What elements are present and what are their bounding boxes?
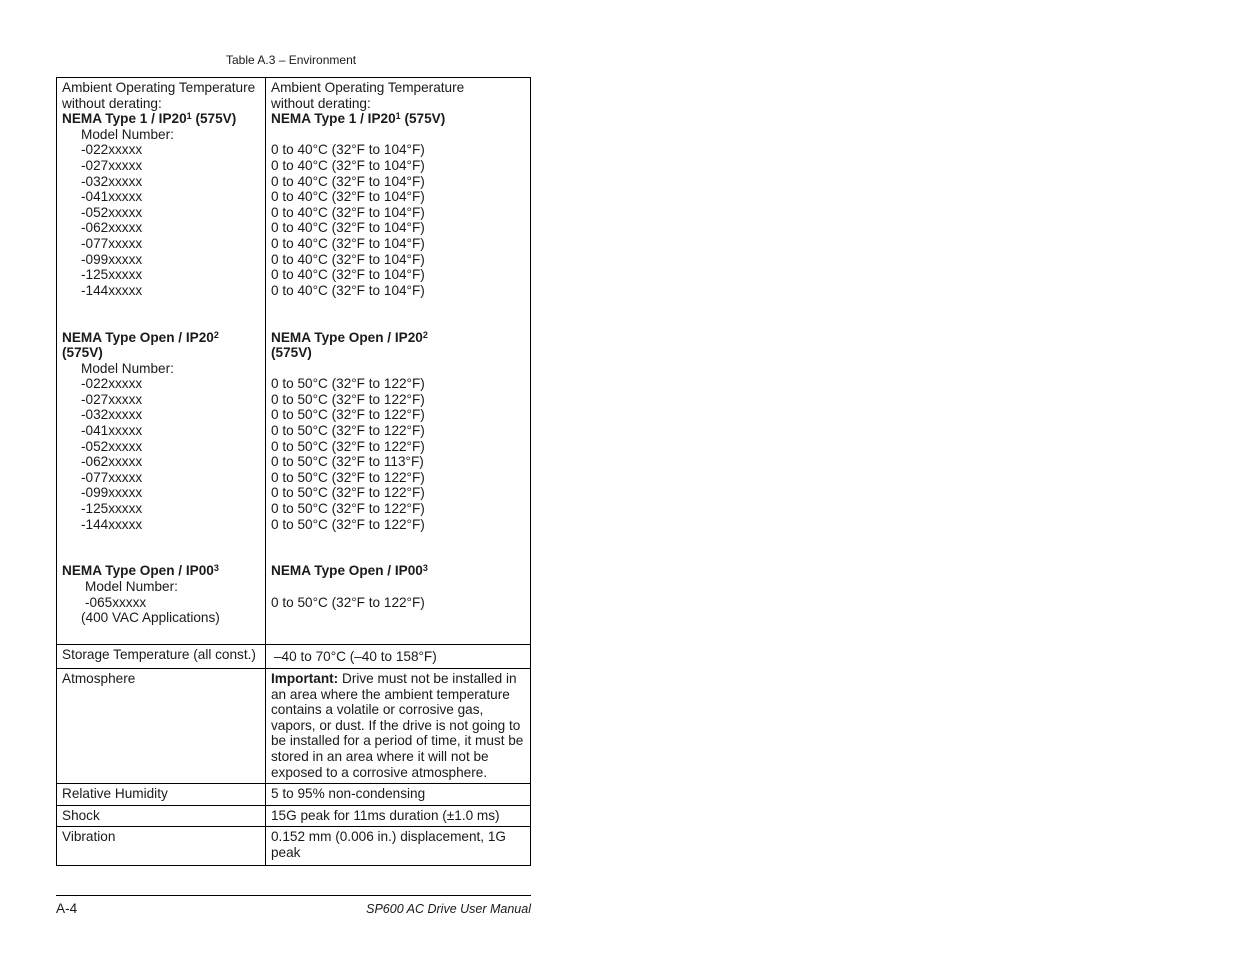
page-number: A-4 xyxy=(56,901,78,916)
temperature-value: 0 to 40°C (32°F to 104°F) xyxy=(271,235,425,251)
model-number: -032xxxxx xyxy=(81,407,143,423)
open00-value: 0 to 50°C (32°F to 122°F) xyxy=(271,594,425,610)
nema1-model-list xyxy=(62,142,261,298)
atmosphere-text: Drive must not be installed in an area where the ambient temperature contains a volatile or corrosive gas, vapors, or dust. If the drive is not going to be installed for a period of time, it must be stored in an area where it will not be exposed to a corrosive atmosphere. xyxy=(271,670,524,780)
model-number: -041xxxxx xyxy=(81,189,143,205)
temperature-value: 0 to 50°C (32°F to 122°F) xyxy=(271,485,425,501)
temperature-value: 0 to 40°C (32°F to 104°F) xyxy=(271,220,425,236)
temperature-value: 0 to 50°C (32°F to 122°F) xyxy=(271,469,425,485)
temperature-value: 0 to 40°C (32°F to 104°F) xyxy=(271,173,425,189)
temperature-value: 0 to 40°C (32°F to 104°F) xyxy=(271,189,425,205)
footer-rule xyxy=(56,895,531,896)
nema1-value-list xyxy=(271,142,526,298)
temperature-value: 0 to 40°C (32°F to 104°F) xyxy=(271,142,425,158)
ambient-value-line2: without derating: xyxy=(271,95,371,111)
table-row-atmosphere xyxy=(57,668,530,783)
temperature-value: 0 to 40°C (32°F to 104°F) xyxy=(271,267,425,283)
vibration-value: 0.152 mm (0.006 in.) displacement, 1G peak xyxy=(271,829,506,860)
nema1-heading-right: NEMA Type $1 / IP20^1$ (575V) xyxy=(271,111,446,127)
storage-label: Storage Temperature (all const.) xyxy=(57,645,266,668)
environment-table xyxy=(56,77,531,866)
open00-model: -065xxxxx xyxy=(85,594,147,610)
table-row-vibration xyxy=(57,826,530,864)
open20-heading: NEMA Type Open / $IP20^2$ xyxy=(62,329,219,345)
open00-note: (400 VAC Applications) xyxy=(81,610,220,626)
ambient-label-line1: Ambient Operating Temperature xyxy=(62,80,256,95)
nema1-heading: NEMA Type $1 / IP20^1$ (575V) xyxy=(62,111,237,127)
humidity-value: 5 to 95% non-condensing xyxy=(271,786,426,802)
model-number: -062xxxxx xyxy=(81,220,143,236)
ambient-value-cell xyxy=(266,78,530,644)
table-row-shock xyxy=(57,805,530,827)
model-number: -022xxxxx xyxy=(81,142,143,158)
atmosphere-value xyxy=(266,669,530,783)
atmosphere-label: Atmosphere xyxy=(57,669,266,783)
open20-heading-line2: (575V) xyxy=(62,345,103,361)
temperature-value: 0 to 40°C (32°F to 104°F) xyxy=(271,157,425,173)
open20-heading-right-line2: (575V) xyxy=(271,345,312,361)
humidity-label: Relative Humidity xyxy=(57,784,266,805)
ambient-label-cell xyxy=(57,78,266,644)
shock-value: 15G peak for 11ms duration (±1.0 ms) xyxy=(271,807,500,823)
temperature-value: 0 to 50°C (32°F to 122°F) xyxy=(271,391,425,407)
temperature-value: 0 to 40°C (32°F to 104°F) xyxy=(271,204,425,220)
temperature-value: 0 to 50°C (32°F to 122°F) xyxy=(271,501,425,517)
temperature-value: 0 to 40°C (32°F to 104°F) xyxy=(271,251,425,267)
open00-heading-right: NEMA Type Open / $IP00^3$ xyxy=(271,563,428,579)
important-label: Important: xyxy=(271,670,339,686)
table-row-humidity xyxy=(57,783,530,805)
temperature-value: 0 to 50°C (32°F to 122°F) xyxy=(271,407,425,423)
ambient-label-line2: without derating: xyxy=(62,95,162,111)
open20-heading-right: NEMA Type Open / $IP20^2$ xyxy=(271,329,428,345)
storage-value: –40 to 70°C (–40 to 158°F) xyxy=(274,649,437,665)
nema1-model-label: Model Number: xyxy=(81,126,174,142)
table-caption: Table A.3 – Environment xyxy=(226,53,357,67)
shock-label: Shock xyxy=(57,806,266,827)
model-number: -144xxxxx xyxy=(81,516,143,532)
model-number: -041xxxxx xyxy=(81,423,143,439)
open00-heading: NEMA Type Open / $IP00^3$ xyxy=(62,563,219,579)
model-number: -062xxxxx xyxy=(81,454,143,470)
table-row-storage xyxy=(57,644,530,668)
model-number: -032xxxxx xyxy=(81,173,143,189)
vibration-label: Vibration xyxy=(57,827,266,864)
manual-title: SP600 AC Drive User Manual xyxy=(366,902,531,916)
temperature-value: 0 to 40°C (32°F to 104°F) xyxy=(271,282,425,298)
model-number: -144xxxxx xyxy=(81,282,143,298)
model-number: -099xxxxx xyxy=(81,485,143,501)
model-number: -125xxxxx xyxy=(81,267,143,283)
open20-model-label: Model Number: xyxy=(81,360,174,376)
temperature-value: 0 to 50°C (32°F to 122°F) xyxy=(271,438,425,454)
table-row-ambient xyxy=(57,78,530,644)
temperature-value: 0 to 50°C (32°F to 122°F) xyxy=(271,423,425,439)
open20-model-list xyxy=(62,376,261,532)
model-number: -022xxxxx xyxy=(81,376,143,392)
open00-model-label: Model Number: xyxy=(85,579,178,594)
open20-value-list xyxy=(271,376,526,532)
model-number: -077xxxxx xyxy=(81,469,143,485)
model-number: -099xxxxx xyxy=(81,251,143,267)
model-number: -027xxxxx xyxy=(81,157,143,173)
temperature-value: 0 to 50°C (32°F to 122°F) xyxy=(271,516,425,532)
model-number: -077xxxxx xyxy=(81,235,143,251)
ambient-value-line1: Ambient Operating Temperature xyxy=(271,80,465,95)
model-number: -052xxxxx xyxy=(81,438,143,454)
model-number: -125xxxxx xyxy=(81,501,143,517)
model-number: -052xxxxx xyxy=(81,204,143,220)
temperature-value: 0 to 50°C (32°F to 122°F) xyxy=(271,376,425,392)
temperature-value: 0 to 50°C (32°F to 113°F) xyxy=(271,454,424,470)
model-number: -027xxxxx xyxy=(81,391,143,407)
